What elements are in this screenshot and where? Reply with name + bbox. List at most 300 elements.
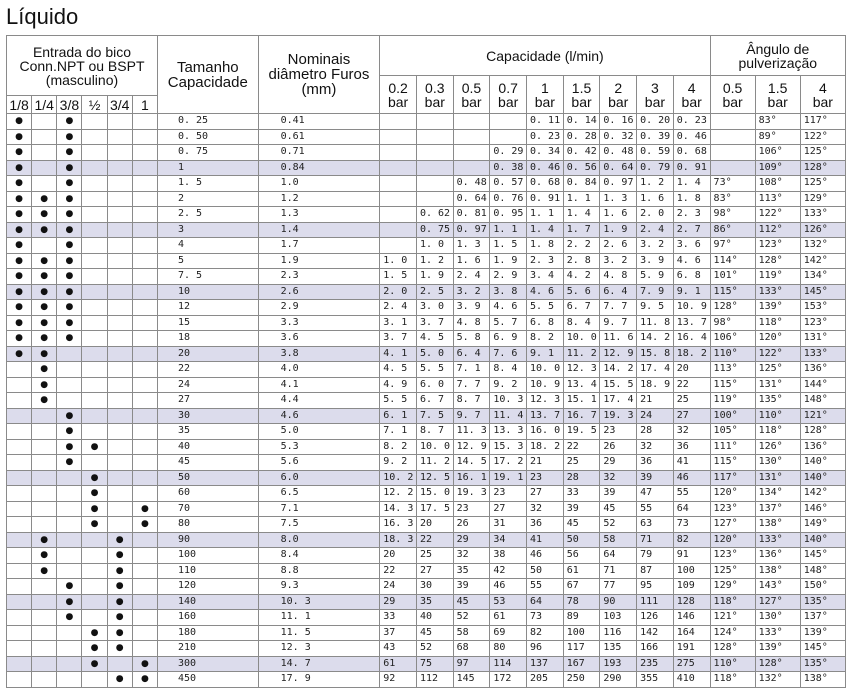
capacity-cell: 35: [416, 594, 453, 610]
pressure-header: 3 bar: [637, 76, 674, 114]
capacity-cell: 82: [673, 532, 710, 548]
capacity-cell: 78: [563, 594, 600, 610]
orifice-diameter-cell: 6.5: [258, 486, 380, 502]
connection-cell: [57, 625, 82, 641]
capacity-cell: 9. 1: [673, 284, 710, 300]
spray-angle-cell: 131°: [800, 331, 845, 347]
capacity-cell: 96: [527, 641, 564, 657]
capacity-cell: [380, 114, 417, 130]
connection-available-dot: ●: [82, 641, 107, 657]
capacity-size-cell: 80: [157, 517, 258, 533]
capacity-cell: 45: [600, 501, 637, 517]
table-row: [7, 145, 846, 161]
connection-available-dot: ●: [32, 191, 57, 207]
capacity-cell: [453, 145, 490, 161]
spray-angle-cell: 139°: [755, 641, 800, 657]
connection-cell: [82, 393, 107, 409]
capacity-cell: 0. 11: [527, 114, 564, 130]
pressure-header: 0.5 bar: [453, 76, 490, 114]
connection-cell: [32, 160, 57, 176]
spray-angle-cell: 114°: [710, 253, 755, 269]
spray-angle-cell: 145°: [800, 548, 845, 564]
connection-cell: [82, 548, 107, 564]
capacity-cell: 45: [563, 517, 600, 533]
capacity-cell: 89: [563, 610, 600, 626]
capacity-cell: 10. 0: [416, 439, 453, 455]
capacity-cell: 1. 0: [416, 238, 453, 254]
capacity-cell: 8. 2: [527, 331, 564, 347]
table-row: [7, 238, 846, 254]
connection-cell: [107, 362, 132, 378]
orifice-diameter-cell: 2.9: [258, 300, 380, 316]
capacity-cell: 1. 0: [380, 253, 417, 269]
spray-angle-cell: 98°: [710, 207, 755, 223]
capacity-cell: 7. 7: [600, 300, 637, 316]
capacity-cell: 18. 9: [637, 377, 674, 393]
capacity-cell: [380, 207, 417, 223]
capacity-cell: 111: [637, 594, 674, 610]
capacity-cell: 1. 6: [453, 253, 490, 269]
spray-angle-cell: [710, 160, 755, 176]
capacity-cell: 61: [563, 563, 600, 579]
capacity-cell: 0. 64: [600, 160, 637, 176]
capacity-cell: 146: [673, 610, 710, 626]
spray-angle-cell: 118°: [755, 424, 800, 440]
capacity-cell: 5. 9: [637, 269, 674, 285]
capacity-cell: 1. 1: [490, 222, 527, 238]
capacity-cell: 17. 5: [416, 501, 453, 517]
capacity-size-cell: 70: [157, 501, 258, 517]
capacity-size-cell: 45: [157, 455, 258, 471]
capacity-cell: 13. 3: [490, 424, 527, 440]
spray-angle-cell: 139°: [755, 300, 800, 316]
connection-available-dot: ●: [82, 501, 107, 517]
capacity-cell: 41: [673, 455, 710, 471]
capacity-cell: 35: [453, 563, 490, 579]
spray-angle-cell: 138°: [755, 563, 800, 579]
spray-angle-cell: 128°: [800, 424, 845, 440]
capacity-cell: 15. 3: [490, 439, 527, 455]
capacity-cell: 1. 9: [490, 253, 527, 269]
connection-cell: [57, 532, 82, 548]
spray-angle-cell: 136°: [755, 548, 800, 564]
capacity-cell: 0. 38: [490, 160, 527, 176]
capacity-cell: 10. 0: [527, 362, 564, 378]
capacity-size-cell: 0. 50: [157, 129, 258, 145]
capacity-cell: 0. 14: [563, 114, 600, 130]
capacity-cell: 10. 2: [380, 470, 417, 486]
capacity-cell: 13. 7: [673, 315, 710, 331]
capacity-cell: 0. 76: [490, 191, 527, 207]
orifice-diameter-cell: 7.1: [258, 501, 380, 517]
spray-angle-cell: 128°: [755, 253, 800, 269]
orifice-diameter-cell: 7.5: [258, 517, 380, 533]
capacity-cell: 3. 4: [527, 269, 564, 285]
table-row: [7, 625, 846, 641]
spray-angle-cell: 132°: [800, 238, 845, 254]
connection-cell: [132, 362, 157, 378]
capacity-cell: [380, 129, 417, 145]
orifice-diameter-cell: 5.0: [258, 424, 380, 440]
capacity-cell: 0. 20: [637, 114, 674, 130]
capacity-cell: 0. 32: [600, 129, 637, 145]
capacity-cell: 46: [673, 470, 710, 486]
spray-angle-cell: 137°: [800, 610, 845, 626]
spray-angle-cell: 115°: [710, 377, 755, 393]
capacity-cell: 7. 1: [380, 424, 417, 440]
capacity-cell: 2. 4: [380, 300, 417, 316]
connection-cell: [132, 145, 157, 161]
connection-cell: [107, 346, 132, 362]
orifice-diameter-cell: 11. 1: [258, 610, 380, 626]
capacity-cell: 47: [637, 486, 674, 502]
connection-cell: [107, 269, 132, 285]
connection-cell: [107, 408, 132, 424]
capacity-cell: 0. 95: [490, 207, 527, 223]
spray-angle-cell: 140°: [800, 532, 845, 548]
capacity-cell: 6. 4: [453, 346, 490, 362]
connection-cell: [32, 439, 57, 455]
capacity-cell: 3. 9: [637, 253, 674, 269]
connection-available-dot: ●: [32, 253, 57, 269]
connection-available-dot: ●: [57, 408, 82, 424]
orifice-diameter-cell: 1.0: [258, 176, 380, 192]
capacity-cell: 12. 3: [527, 393, 564, 409]
capacity-cell: 9. 2: [380, 455, 417, 471]
connection-cell: [82, 362, 107, 378]
orifice-diameter-cell: 14. 7: [258, 656, 380, 672]
spray-angle-cell: 112°: [755, 222, 800, 238]
connection-cell: [107, 486, 132, 502]
connection-cell: [132, 191, 157, 207]
capacity-cell: 6. 7: [416, 393, 453, 409]
capacity-cell: 1. 4: [527, 222, 564, 238]
spray-angle-cell: 143°: [755, 579, 800, 595]
capacity-cell: 3. 2: [453, 284, 490, 300]
spray-angle-cell: [710, 129, 755, 145]
capacity-cell: 8. 2: [380, 439, 417, 455]
capacity-size-cell: 22: [157, 362, 258, 378]
capacity-cell: [380, 191, 417, 207]
connection-cell: [32, 129, 57, 145]
spray-angle-cell: 153°: [800, 300, 845, 316]
spray-angle-cell: 123°: [710, 501, 755, 517]
angle-pressure-header: 0.5 bar: [710, 76, 755, 114]
spray-angle-cell: 115°: [710, 284, 755, 300]
connection-cell: [107, 207, 132, 223]
orifice-diameter-cell: 1.2: [258, 191, 380, 207]
spray-angle-cell: 133°: [800, 346, 845, 362]
capacity-cell: 16. 0: [527, 424, 564, 440]
orifice-diameter-cell: 3.3: [258, 315, 380, 331]
capacity-cell: 0. 48: [453, 176, 490, 192]
orifice-diameter-cell: 3.6: [258, 331, 380, 347]
spray-angle-cell: 129°: [800, 191, 845, 207]
table-row: [7, 548, 846, 564]
table-body: [7, 114, 846, 688]
connection-cell: [107, 253, 132, 269]
orifice-diameter-cell: 1.9: [258, 253, 380, 269]
table-row: [7, 393, 846, 409]
connection-cell: [132, 455, 157, 471]
spray-angle-cell: 122°: [755, 207, 800, 223]
capacity-cell: 3. 6: [673, 238, 710, 254]
spray-angle-cell: 128°: [710, 641, 755, 657]
spray-angle-cell: 125°: [755, 362, 800, 378]
spray-angle-cell: 121°: [710, 610, 755, 626]
table-row: [7, 610, 846, 626]
capacity-cell: 4. 5: [416, 331, 453, 347]
capacity-cell: [453, 160, 490, 176]
connection-available-dot: ●: [132, 517, 157, 533]
capacity-cell: 0. 91: [673, 160, 710, 176]
connection-available-dot: ●: [32, 284, 57, 300]
connection-cell: [7, 408, 32, 424]
capacity-cell: 11. 2: [416, 455, 453, 471]
connection-cell: [7, 517, 32, 533]
table-row: [7, 672, 846, 688]
table-row: [7, 486, 846, 502]
capacity-cell: 21: [527, 455, 564, 471]
capacity-cell: 2. 7: [673, 222, 710, 238]
spray-angle-cell: 126°: [800, 222, 845, 238]
spray-angle-cell: 144°: [800, 377, 845, 393]
connection-available-dot: ●: [32, 269, 57, 285]
capacity-cell: 27: [527, 486, 564, 502]
capacity-cell: 29: [380, 594, 417, 610]
capacity-cell: 25: [673, 393, 710, 409]
capacity-cell: 172: [490, 672, 527, 688]
connection-cell: [32, 145, 57, 161]
capacity-cell: 38: [490, 548, 527, 564]
capacity-cell: 19. 1: [490, 470, 527, 486]
connection-cell: [82, 114, 107, 130]
orifice-diameter-cell: 8.8: [258, 563, 380, 579]
capacity-cell: 8. 4: [490, 362, 527, 378]
capacity-cell: 6. 0: [416, 377, 453, 393]
capacity-cell: 3. 7: [380, 331, 417, 347]
spray-angle-cell: 137°: [755, 501, 800, 517]
spray-angle-cell: 121°: [800, 408, 845, 424]
spray-angle-cell: 98°: [710, 315, 755, 331]
capacity-cell: 2. 3: [673, 207, 710, 223]
capacity-cell: 7. 6: [490, 346, 527, 362]
spray-angle-cell: 111°: [710, 439, 755, 455]
spray-angle-cell: 128°: [710, 300, 755, 316]
connection-cell: [132, 160, 157, 176]
capacity-cell: 50: [527, 563, 564, 579]
spray-angle-cell: 100°: [710, 408, 755, 424]
capacity-cell: [380, 238, 417, 254]
connection-available-dot: ●: [7, 160, 32, 176]
capacity-cell: 11. 3: [453, 424, 490, 440]
connection-available-dot: ●: [7, 315, 32, 331]
capacity-cell: 2. 0: [637, 207, 674, 223]
capacity-cell: 1. 2: [637, 176, 674, 192]
capacity-size-cell: 60: [157, 486, 258, 502]
capacity-cell: [380, 160, 417, 176]
capacity-cell: 12. 9: [453, 439, 490, 455]
table-row: [7, 455, 846, 471]
capacity-cell: [380, 145, 417, 161]
capacity-cell: 29: [453, 532, 490, 548]
connection-available-dot: ●: [57, 114, 82, 130]
orifice-diameter-cell: 5.6: [258, 455, 380, 471]
connection-cell: [32, 594, 57, 610]
capacity-cell: 0. 16: [600, 114, 637, 130]
capacity-cell: 64: [527, 594, 564, 610]
connection-available-dot: ●: [107, 532, 132, 548]
orifice-diameter-cell: 0.61: [258, 129, 380, 145]
capacity-cell: 3. 9: [453, 300, 490, 316]
connection-cell: [107, 377, 132, 393]
capacity-cell: 36: [673, 439, 710, 455]
connection-cell: [32, 625, 57, 641]
connection-cell: [107, 300, 132, 316]
capacity-cell: [416, 176, 453, 192]
capacity-cell: [416, 160, 453, 176]
capacity-cell: 32: [600, 470, 637, 486]
capacity-cell: [380, 176, 417, 192]
connection-cell: [132, 408, 157, 424]
connection-available-dot: ●: [57, 160, 82, 176]
table-row: [7, 284, 846, 300]
orifice-diameter-cell: 12. 3: [258, 641, 380, 657]
connection-available-dot: ●: [57, 222, 82, 238]
capacity-cell: 2. 9: [490, 269, 527, 285]
spray-angle-cell: 118°: [710, 594, 755, 610]
capacity-size-cell: 160: [157, 610, 258, 626]
spray-angle-cell: 142°: [800, 253, 845, 269]
connection-cell: [132, 129, 157, 145]
orifice-diameter-cell: 3.8: [258, 346, 380, 362]
capacity-cell: 39: [453, 579, 490, 595]
capacity-size-cell: 100: [157, 548, 258, 564]
connection-available-dot: ●: [32, 563, 57, 579]
capacity-cell: 29: [600, 455, 637, 471]
capacity-size-cell: 5: [157, 253, 258, 269]
connection-cell: [107, 424, 132, 440]
connection-available-dot: ●: [107, 579, 132, 595]
connection-cell: [82, 253, 107, 269]
spray-angle-cell: 140°: [800, 470, 845, 486]
connection-cell: [32, 517, 57, 533]
capacity-cell: 27: [490, 501, 527, 517]
connection-cell: [7, 486, 32, 502]
capacity-cell: 16. 7: [563, 408, 600, 424]
connection-size-header: 1: [132, 96, 157, 114]
spray-angle-cell: 128°: [755, 656, 800, 672]
spray-angle-cell: 123°: [755, 238, 800, 254]
connection-cell: [32, 114, 57, 130]
capacity-cell: 1. 5: [380, 269, 417, 285]
connection-cell: [132, 300, 157, 316]
table-row: [7, 501, 846, 517]
connection-available-dot: ●: [57, 238, 82, 254]
capacity-cell: 11. 4: [490, 408, 527, 424]
connection-available-dot: ●: [57, 579, 82, 595]
connection-cell: [107, 331, 132, 347]
connection-available-dot: ●: [57, 315, 82, 331]
capacity-cell: 37: [380, 625, 417, 641]
capacity-cell: 90: [600, 594, 637, 610]
capacity-cell: 42: [490, 563, 527, 579]
capacity-cell: 0. 68: [527, 176, 564, 192]
connection-cell: [7, 579, 32, 595]
capacity-cell: 1. 6: [637, 191, 674, 207]
capacity-cell: 3. 7: [416, 315, 453, 331]
connection-available-dot: ●: [82, 656, 107, 672]
connection-cell: [107, 517, 132, 533]
connection-available-dot: ●: [57, 424, 82, 440]
capacity-cell: 18. 3: [380, 532, 417, 548]
capacity-cell: 33: [380, 610, 417, 626]
table-row: [7, 176, 846, 192]
capacity-cell: 1. 8: [673, 191, 710, 207]
orifice-diameter-cell: 9.3: [258, 579, 380, 595]
table-row: [7, 331, 846, 347]
capacity-cell: 205: [527, 672, 564, 688]
spray-angle-cell: 118°: [710, 672, 755, 688]
capacity-cell: 32: [637, 439, 674, 455]
capacity-cell: 9. 5: [637, 300, 674, 316]
spray-angle-cell: 109°: [755, 160, 800, 176]
spray-angle-cell: 83°: [755, 114, 800, 130]
spray-angle-cell: 119°: [710, 393, 755, 409]
pressure-header: 0.7 bar: [490, 76, 527, 114]
capacity-cell: 145: [453, 672, 490, 688]
angle-pressure-header: 4 bar: [800, 76, 845, 114]
capacity-cell: 39: [563, 501, 600, 517]
capacity-cell: 97: [453, 656, 490, 672]
capacity-cell: 14. 2: [600, 362, 637, 378]
capacity-cell: [416, 129, 453, 145]
capacity-cell: 12. 3: [563, 362, 600, 378]
orifice-diameter-cell: 6.0: [258, 470, 380, 486]
connection-cell: [7, 532, 32, 548]
capacity-cell: 71: [637, 532, 674, 548]
connection-cell: [132, 238, 157, 254]
capacity-cell: 3. 2: [600, 253, 637, 269]
connection-available-dot: ●: [32, 362, 57, 378]
spray-angle-cell: 106°: [710, 331, 755, 347]
connection-available-dot: ●: [7, 284, 32, 300]
spray-angle-cell: 134°: [755, 486, 800, 502]
spray-angle-cell: 139°: [800, 625, 845, 641]
table-row: [7, 160, 846, 176]
connection-size-header: 1/4: [32, 96, 57, 114]
capacity-cell: 20: [380, 548, 417, 564]
spray-angle-cell: 136°: [800, 362, 845, 378]
spray-angle-cell: 105°: [710, 424, 755, 440]
inlet-header: Entrada do bico Conn.NPT ou BSPT (masculino): [7, 36, 158, 96]
connection-cell: [82, 315, 107, 331]
capacity-cell: 4. 1: [380, 346, 417, 362]
capacity-cell: 109: [673, 579, 710, 595]
capacity-cell: 166: [637, 641, 674, 657]
table-row: [7, 362, 846, 378]
capacity-cell: 22: [673, 377, 710, 393]
spray-angle-cell: 130°: [755, 455, 800, 471]
capacity-cell: 75: [416, 656, 453, 672]
capacity-cell: 0. 68: [673, 145, 710, 161]
capacity-size-cell: 2. 5: [157, 207, 258, 223]
orifice-diameter-cell: 10. 3: [258, 594, 380, 610]
capacity-cell: 9. 7: [600, 315, 637, 331]
capacity-cell: 100: [563, 625, 600, 641]
orifice-diameter-cell: 1.7: [258, 238, 380, 254]
capacity-cell: 22: [416, 532, 453, 548]
